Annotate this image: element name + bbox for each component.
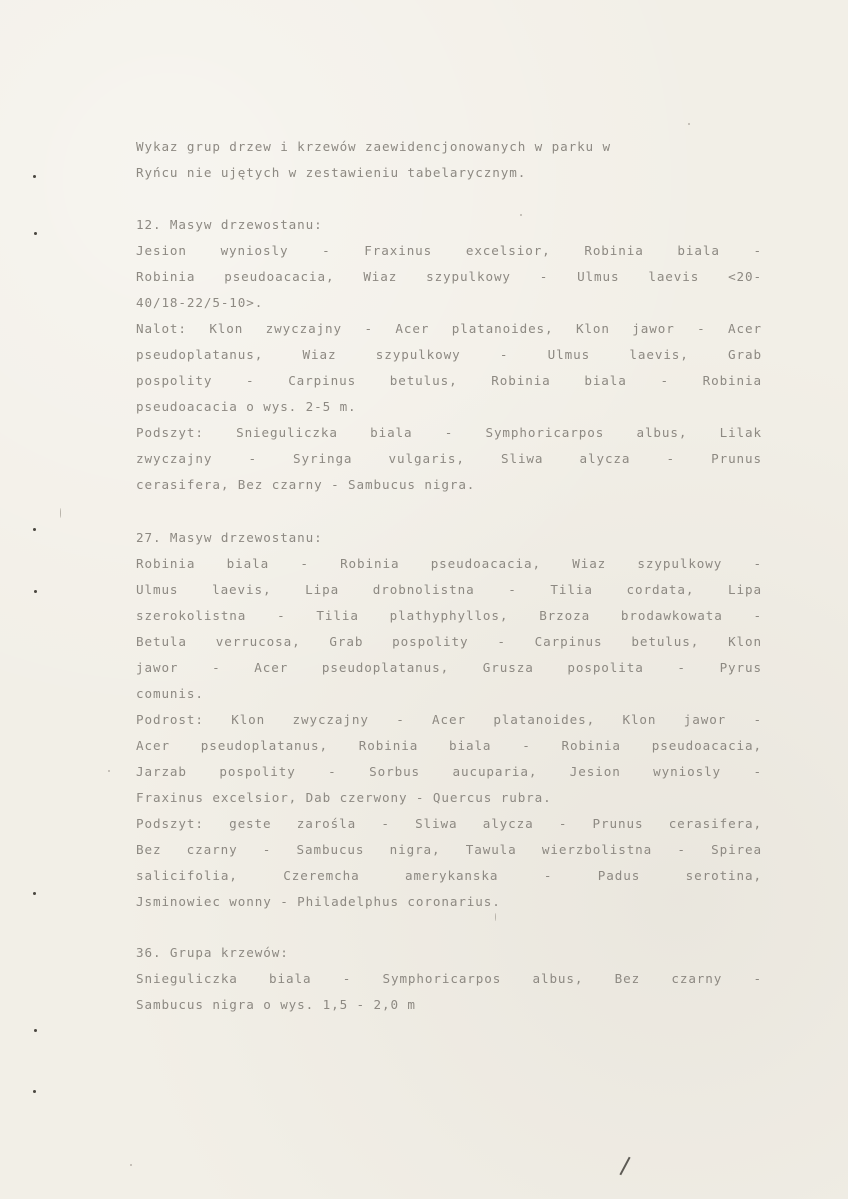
section-12-line: Nalot: Klon zwyczajny - Acer platanoides, Klon jawor - Acer bbox=[136, 321, 762, 336]
section-36-line: Snieguliczka biala - Symphoricarpos albus, Bez czarny - bbox=[136, 971, 762, 986]
margin-dot bbox=[34, 590, 37, 593]
margin-dot bbox=[33, 175, 36, 178]
intro-line-1: Wykaz grup drzew i krzewów zaewidencjonowanych w parku w bbox=[136, 139, 611, 154]
section-12-line: pseudoplatanus, Wiaz szypulkowy - Ulmus laevis, Grab bbox=[136, 347, 762, 362]
scan-speck bbox=[130, 1164, 132, 1166]
section-27-line: Fraxinus excelsior, Dab czerwony - Quercus rubra. bbox=[136, 790, 552, 805]
scan-speck bbox=[108, 770, 110, 772]
scan-speck bbox=[520, 214, 522, 216]
section-12-heading: 12. Masyw drzewostanu: bbox=[136, 217, 323, 232]
intro-line-2: Ryńcu nie ujętych w zestawieniu tabelarycznym. bbox=[136, 165, 527, 180]
pen-mark bbox=[619, 1157, 630, 1176]
margin-dot bbox=[33, 528, 36, 531]
section-12-line: Robinia pseudoacacia, Wiaz szypulkowy - Ulmus laevis <20- bbox=[136, 269, 762, 284]
section-27-line: Bez czarny - Sambucus nigra, Tawula wierzbolistna - Spirea bbox=[136, 842, 762, 857]
scan-speck bbox=[688, 123, 690, 125]
section-12-line: Jesion wyniosly - Fraxinus excelsior, Robinia biala - bbox=[136, 243, 762, 258]
section-27-line: Betula verrucosa, Grab pospolity - Carpinus betulus, Klon bbox=[136, 634, 762, 649]
section-36-heading: 36. Grupa krzewów: bbox=[136, 945, 289, 960]
section-12-line: cerasifera, Bez czarny - Sambucus nigra. bbox=[136, 477, 476, 492]
section-12-line: 40/18-22/5-10>. bbox=[136, 295, 264, 310]
section-27-line: salicifolia, Czeremcha amerykanska - Padus serotina, bbox=[136, 868, 762, 883]
scan-speck bbox=[60, 508, 61, 518]
section-12-line: pseudoacacia o wys. 2-5 m. bbox=[136, 399, 357, 414]
margin-dot bbox=[34, 1029, 37, 1032]
margin-dot bbox=[33, 892, 36, 895]
section-27-line: comunis. bbox=[136, 686, 204, 701]
section-27-line: Acer pseudoplatanus, Robinia biala - Robinia pseudoacacia, bbox=[136, 738, 762, 753]
section-27-line: Robinia biala - Robinia pseudoacacia, Wiaz szypulkowy - bbox=[136, 556, 762, 571]
section-12-line: pospolity - Carpinus betulus, Robinia biala - Robinia bbox=[136, 373, 762, 388]
section-27-line: Podrost: Klon zwyczajny - Acer platanoides, Klon jawor - bbox=[136, 712, 762, 727]
section-12-line: zwyczajny - Syringa vulgaris, Sliwa alycza - Prunus bbox=[136, 451, 762, 466]
section-36-line: Sambucus nigra o wys. 1,5 - 2,0 m bbox=[136, 997, 416, 1012]
section-27-line: Podszyt: geste zarośla - Sliwa alycza - Prunus cerasifera, bbox=[136, 816, 762, 831]
section-27-line: Jarzab pospolity - Sorbus aucuparia, Jesion wyniosly - bbox=[136, 764, 762, 779]
section-27-heading: 27. Masyw drzewostanu: bbox=[136, 530, 323, 545]
margin-dot bbox=[34, 232, 37, 235]
scan-speck bbox=[495, 913, 496, 921]
margin-dot bbox=[33, 1090, 36, 1093]
section-27-line: szerokolistna - Tilia plathyphyllos, Brzoza brodawkowata - bbox=[136, 608, 762, 623]
section-12-line: Podszyt: Snieguliczka biala - Symphoricarpos albus, Lilak bbox=[136, 425, 762, 440]
section-27-line: jawor - Acer pseudoplatanus, Grusza pospolita - Pyrus bbox=[136, 660, 762, 675]
section-27-line: Ulmus laevis, Lipa drobnolistna - Tilia cordata, Lipa bbox=[136, 582, 762, 597]
section-27-line: Jsminowiec wonny - Philadelphus coronarius. bbox=[136, 894, 501, 909]
